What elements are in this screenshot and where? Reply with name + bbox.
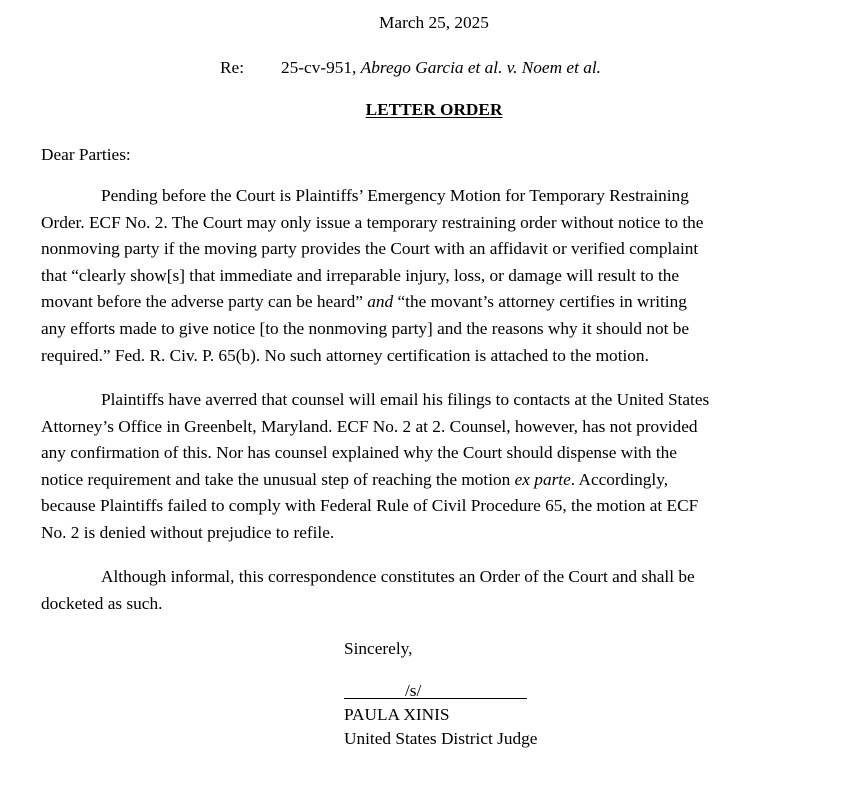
letter-date: March 25, 2025	[379, 13, 489, 32]
salutation: Dear Parties:	[41, 145, 131, 164]
re-label: Re:	[220, 58, 244, 77]
electronic-signature: /s/	[405, 681, 422, 700]
paragraph-1	[41, 183, 831, 369]
paragraph-line	[41, 467, 831, 494]
text-segment: . Accordingly,	[570, 469, 669, 489]
paragraph-line: Order. ECF No. 2. The Court may only issue a temporary restraining order without notice to the	[41, 212, 704, 232]
paragraph-line: that “clearly show[s] that immediate and irreparable injury, loss, or damage will result to the	[41, 265, 680, 285]
page-title: LETTER ORDER	[365, 100, 503, 119]
italic-text: ex parte	[514, 469, 571, 489]
paragraph-line	[41, 289, 831, 316]
paragraph-line: Plaintiffs have averred that counsel will email his filings to contacts at the United States	[101, 390, 710, 409]
paragraph-line: Although informal, this correspondence constitutes an Order of the Court and shall be	[101, 567, 695, 586]
valediction: Sincerely,	[344, 639, 413, 658]
text-segment: movant before the adverse party can be heard”	[41, 292, 368, 312]
paragraph-line: No. 2 is denied without prejudice to refile.	[41, 522, 335, 542]
italic-text: and	[367, 292, 394, 312]
paragraph-line: Pending before the Court is Plaintiffs’ Emergency Motion for Temporary Restraining	[101, 186, 689, 205]
signature-line	[344, 698, 527, 699]
paragraph-line: any confirmation of this. Nor has counsel explained why the Court should dispense with the	[41, 443, 677, 463]
case-number: 25-cv-951,	[281, 58, 361, 77]
paragraph-line: nonmoving party if the moving party provides the Court with an affidavit or verified complaint	[41, 239, 699, 259]
signer-name: PAULA XINIS	[344, 705, 450, 724]
case-reference	[281, 59, 601, 76]
paragraph-line: Attorney’s Office in Greenbelt, Maryland. ECF No. 2 at 2. Counsel, however, has not provided	[41, 416, 698, 436]
text-segment: notice requirement and take the unusual step of reaching the motion	[41, 469, 515, 489]
paragraph-line: any efforts made to give notice [to the nonmoving party] and the reasons why it should not be	[41, 318, 690, 338]
paragraph-line: because Plaintiffs failed to comply with Federal Rule of Civil Procedure 65, the motion at ECF	[41, 496, 699, 516]
paragraph-line: required.” Fed. R. Civ. P. 65(b). No such attorney certification is attached to the motion.	[41, 345, 649, 365]
paragraph-line: docketed as such.	[41, 593, 163, 613]
paragraph-2	[41, 387, 831, 547]
paragraph-3	[41, 564, 831, 617]
text-segment: “the movant’s attorney certifies in writing	[393, 292, 687, 312]
signer-title: United States District Judge	[344, 729, 538, 748]
case-caption: Abrego Garcia et al. v. Noem et al.	[360, 58, 601, 77]
